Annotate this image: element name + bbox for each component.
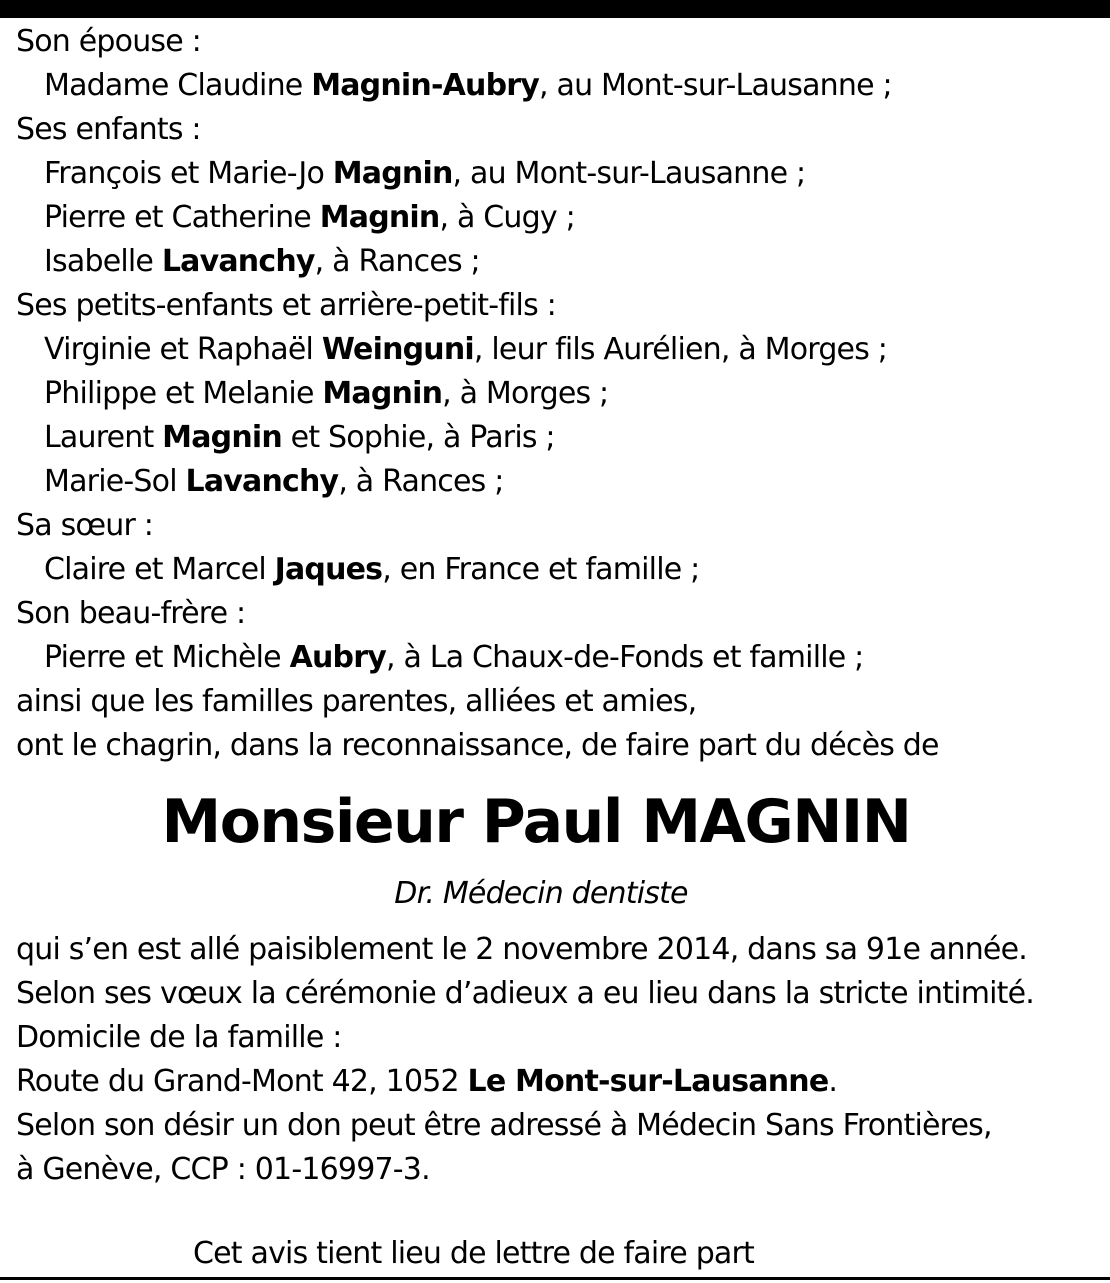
family-name: Lavanchy <box>185 464 339 499</box>
top-rule <box>0 0 1110 18</box>
entry-place: , au Mont-sur-Lausanne ; <box>539 68 892 103</box>
family-name: Magnin <box>319 200 440 235</box>
entry-text: Laurent <box>44 420 163 455</box>
family-name: Aubry <box>289 640 386 675</box>
child-entry <box>16 240 1096 284</box>
family-name: Magnin <box>162 420 282 455</box>
passing-line: qui s’en est allé paisiblement le 2 novembre 2014, dans sa 91e année. <box>16 932 1027 967</box>
entry-place: , à Rances ; <box>314 244 480 279</box>
brother-in-law-heading: Son beau-frère : <box>16 596 246 631</box>
entry-text: Pierre et Michèle <box>44 640 290 675</box>
address-street: Route du Grand-Mont 42, 1052 <box>16 1064 468 1099</box>
deceased-title: Dr. Médecin dentiste <box>394 876 688 911</box>
family-name: Jaques <box>274 552 383 587</box>
entry-text: Isabelle <box>44 244 162 279</box>
entry-text: Philippe et Melanie <box>44 376 323 411</box>
obituary-notice <box>16 20 1096 1276</box>
ceremony-line: Selon ses vœux la cérémonie d’adieux a eu lieu dans la stricte intimité. <box>16 976 1035 1011</box>
entry-text: Claire et Marcel <box>44 552 275 587</box>
family-name: Magnin <box>332 156 453 191</box>
family-name: Magnin <box>322 376 443 411</box>
entry-place: , au Mont-sur-Lausanne ; <box>452 156 806 191</box>
families-line: ainsi que les familles parentes, alliées et amies, <box>16 684 697 719</box>
children-heading: Ses enfants : <box>16 112 201 147</box>
entry-text: Madame Claudine <box>44 68 312 103</box>
child-entry <box>16 196 1096 240</box>
donation-account-line: à Genève, CCP : 01-16997-3. <box>16 1152 430 1187</box>
entry-text: Virginie et Raphaël <box>44 332 322 367</box>
family-name: Magnin-Aubry <box>311 68 540 103</box>
grandchild-entry <box>16 416 1096 460</box>
brother-in-law-entry <box>16 636 1096 680</box>
address-period: . <box>828 1064 838 1099</box>
entry-place: , à Cugy ; <box>439 200 575 235</box>
domicile-heading: Domicile de la famille : <box>16 1020 342 1055</box>
child-entry <box>16 152 1096 196</box>
entry-text: Marie-Sol <box>44 464 186 499</box>
address-town: Le Mont-sur-Lausanne <box>467 1064 829 1099</box>
spouse-heading: Son épouse : <box>16 24 201 59</box>
grandchild-entry <box>16 372 1096 416</box>
entry-place: , en France et famille ; <box>382 552 700 587</box>
entry-place: , à Rances ; <box>338 464 504 499</box>
grandchild-entry <box>16 460 1096 504</box>
entry-text: Pierre et Catherine <box>44 200 320 235</box>
donation-line: Selon son désir un don peut être adressé à Médecin Sans Frontières, <box>16 1108 992 1143</box>
sister-entry <box>16 548 1096 592</box>
announcement-line: ont le chagrin, dans la reconnaissance, de faire part du décès de <box>16 728 939 763</box>
sister-heading: Sa sœur : <box>16 508 154 543</box>
family-name: Weinguni <box>321 332 474 367</box>
family-name: Lavanchy <box>161 244 315 279</box>
entry-place: , à La Chaux-de-Fonds et famille ; <box>385 640 864 675</box>
entry-text: François et Marie-Jo <box>44 156 333 191</box>
entry-place: , leur fils Aurélien, à Morges ; <box>473 332 888 367</box>
deceased-name: Monsieur Paul MAGNIN <box>161 787 911 857</box>
grandchildren-heading: Ses petits-enfants et arrière-petit-fils : <box>16 288 556 323</box>
address-line <box>16 1060 1096 1104</box>
bottom-rule <box>0 1277 1110 1280</box>
spouse-entry <box>16 64 1096 108</box>
grandchild-entry <box>16 328 1096 372</box>
footer-note: Cet avis tient lieu de lettre de faire part <box>193 1236 755 1271</box>
entry-place: , à Morges ; <box>442 376 609 411</box>
entry-place: et Sophie, à Paris ; <box>281 420 555 455</box>
